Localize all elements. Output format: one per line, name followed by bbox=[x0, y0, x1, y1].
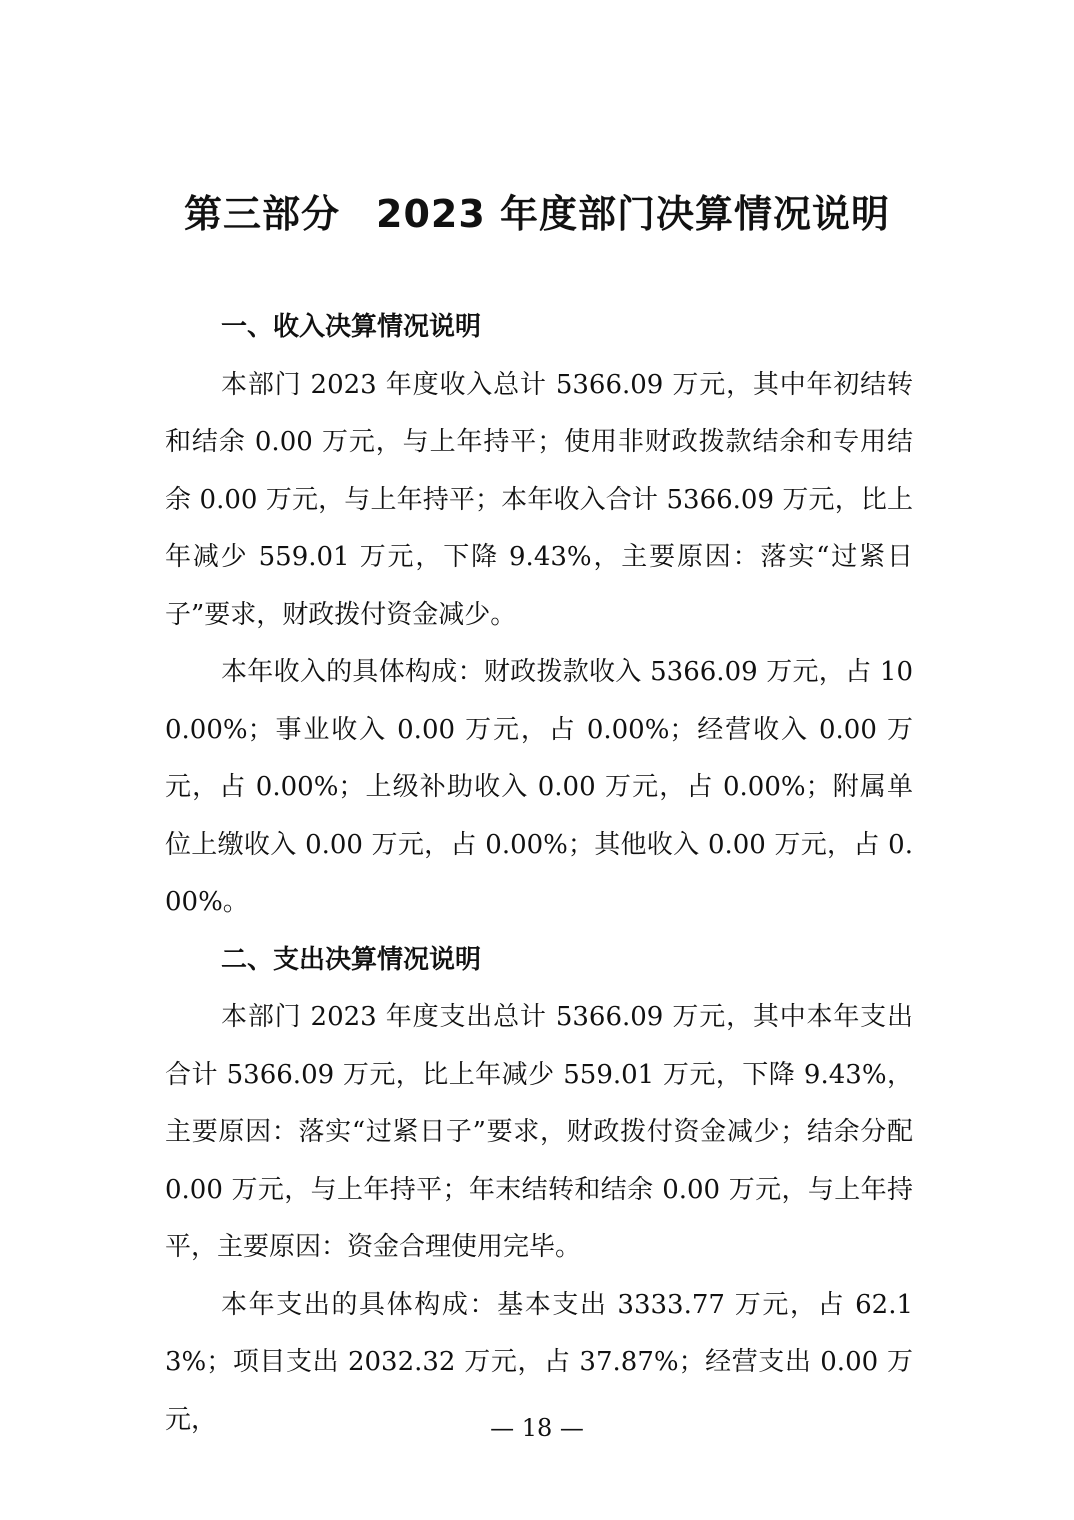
document-body bbox=[165, 299, 913, 1449]
section-heading: 二、支出决算情况说明 bbox=[221, 944, 482, 975]
section-expenditure bbox=[165, 932, 913, 1450]
paragraph: 本部门 2023 年度收入总计 5366.09 万元，其中年初结转和结余 0.00 万元，与上年持平；使用非财政拨款结余和专用结余 0.00 万元，与上年持平；本年收入合计 5366.09 万元，比上年减少 559.01 万元，下降 9.43%，主要原因：落实“过紧日子”要求，财政拨付资金减少。 bbox=[165, 369, 913, 630]
page-number: — 18 — bbox=[490, 1414, 584, 1442]
paragraph: 本年收入的具体构成：财政拨款收入 5366.09 万元，占 100.00%；事业收入 0.00 万元，占 0.00%；经营收入 0.00 万元，占 0.00%；上级补助收入 0.00 万元，占 0.00%；附属单位上缴收入 0.00 万元，占 0.00%；其他收入 0.00 万元，占 0.00%。 bbox=[165, 657, 913, 917]
section-income bbox=[165, 299, 913, 932]
page-title bbox=[0, 188, 1074, 240]
paragraph: 本年支出的具体构成：基本支出 3333.77 万元，占 62.13%；项目支出 2032.32 万元，占 37.87%；经营支出 0.00 万元， bbox=[165, 1289, 913, 1435]
section-heading: 一、收入决算情况说明 bbox=[221, 312, 482, 342]
title-main: 2023 年度部门决算情况说明 bbox=[376, 192, 890, 236]
title-part: 第三部分 bbox=[183, 192, 340, 236]
paragraph: 本部门 2023 年度支出总计 5366.09 万元，其中本年支出合计 5366.09 万元，比上年减少 559.01 万元，下降 9.43%，主要原因：落实“过紧日子”要求，财政拨付资金减少；结余分配 0.00 万元，与上年持平；年末结转和结余 0.00 万元，与上年持平，主要原因：资金合理使用完毕。 bbox=[165, 1002, 913, 1262]
